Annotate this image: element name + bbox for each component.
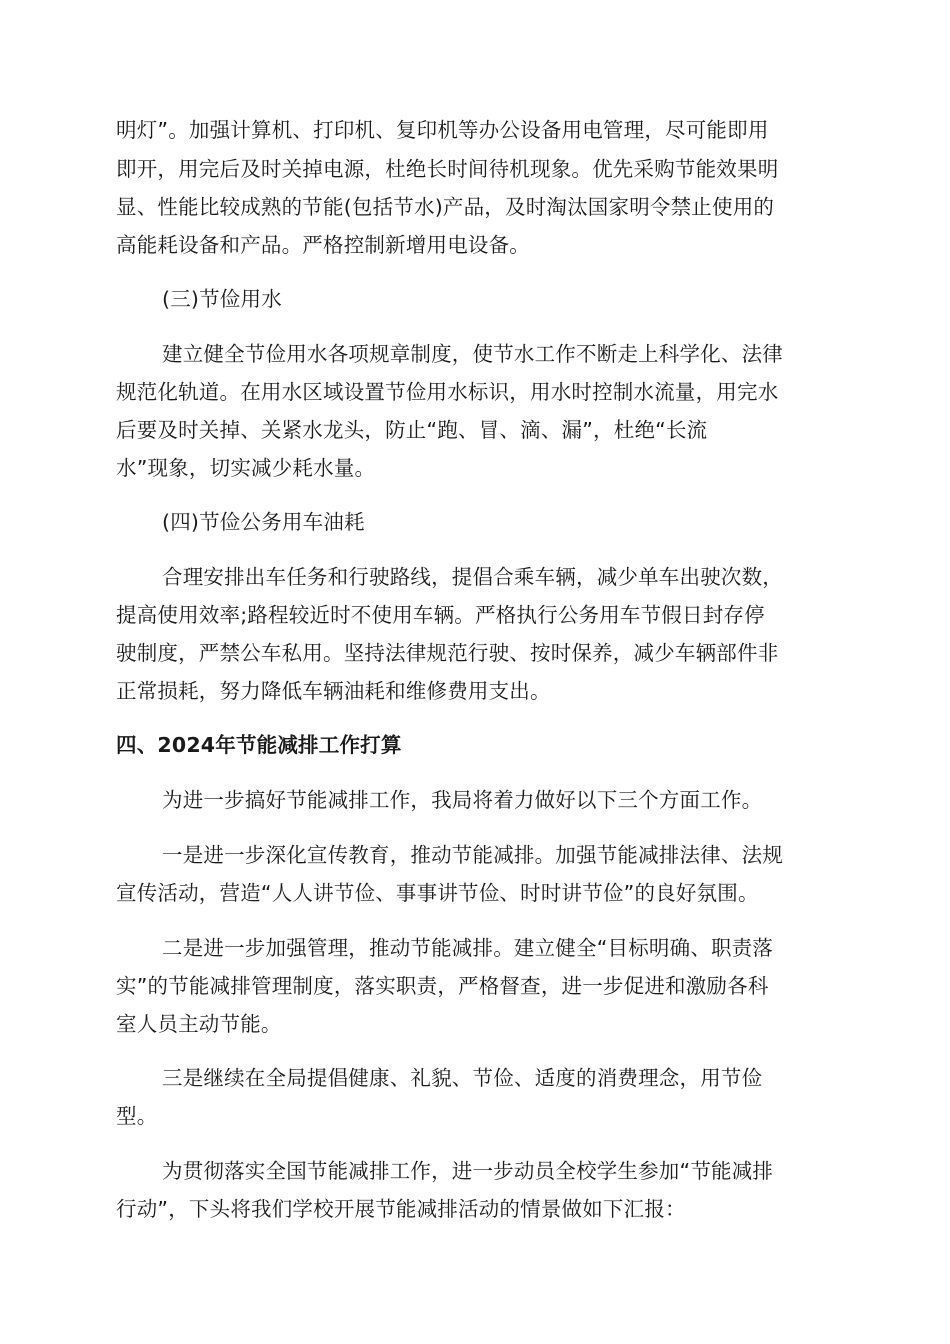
text-line: 三是继续在全局提倡健康、礼貌、节俭、适度的消费理念，用节俭 (162, 1066, 763, 1090)
text-line: 型。 (116, 1104, 158, 1128)
text-line: 驶制度，严禁公车私用。坚持法律规范行驶、按时保养，减少车辆部件非 (116, 641, 779, 665)
text-line: 高能耗设备和产品。严格控制新增用电设备。 (116, 233, 530, 257)
text-line: 合理安排出车任务和行驶路线，提倡合乘车辆，减少单车出驶次数， (162, 565, 783, 589)
text-line: 为贯彻落实全国节能减排工作，进一步动员全校学生参加“节能减排 (162, 1159, 774, 1183)
text-line: 行动”，下头将我们学校开展节能减排活动的情景做如下汇报： (116, 1197, 686, 1221)
text-line: 明灯”。加强计算机、打印机、复印机等办公设备用电管理，尽可能即用 (116, 118, 769, 142)
text-line: 室人员主动节能。 (116, 1012, 282, 1036)
text-line: 建立健全节俭用水各项规章制度，使节水工作不断走上科学化、法律 (162, 342, 783, 366)
section-heading: 四、2024年节能减排工作打算 (116, 733, 402, 757)
section-subheading: (四)节俭公务用车油耗 (162, 510, 365, 534)
text-line: 宣传活动，营造“人人讲节俭、事事讲节俭、时时讲节俭”的良好氛围。 (116, 881, 759, 905)
text-line: 正常损耗，努力降低车辆油耗和维修费用支出。 (116, 679, 551, 703)
text-line: 一是进一步深化宣传教育，推动节能减排。加强节能减排法律、法规 (162, 843, 783, 867)
text-line: 后要及时关掉、关紧水龙头，防止“跑、冒、滴、漏”，杜绝“长流 (116, 418, 708, 442)
text-line: 即开，用完后及时关掉电源，杜绝长时间待机现象。优先采购节能效果明 (116, 157, 779, 181)
section-subheading: (三)节俭用水 (162, 287, 282, 311)
text-line: 为进一步搞好节能减排工作，我局将着力做好以下三个方面工作。 (162, 788, 763, 812)
text-line: 规范化轨道。在用水区域设置节俭用水标识，用水时控制水流量，用完水 (116, 380, 779, 404)
text-line: 实”的节能减排管理制度，落实职责，严格督查，进一步促进和激励各科 (116, 974, 769, 998)
text-line: 水”现象，切实减少耗水量。 (116, 456, 376, 480)
text-line: 二是进一步加强管理，推动节能减排。建立健全“目标明确、职责落 (162, 936, 774, 960)
text-line: 提高使用效率;路程较近时不使用车辆。严格执行公务用车节假日封存停 (116, 603, 765, 627)
text-line: 显、性能比较成熟的节能(包括节水)产品，及时淘汰国家明令禁止使用的 (116, 195, 775, 219)
